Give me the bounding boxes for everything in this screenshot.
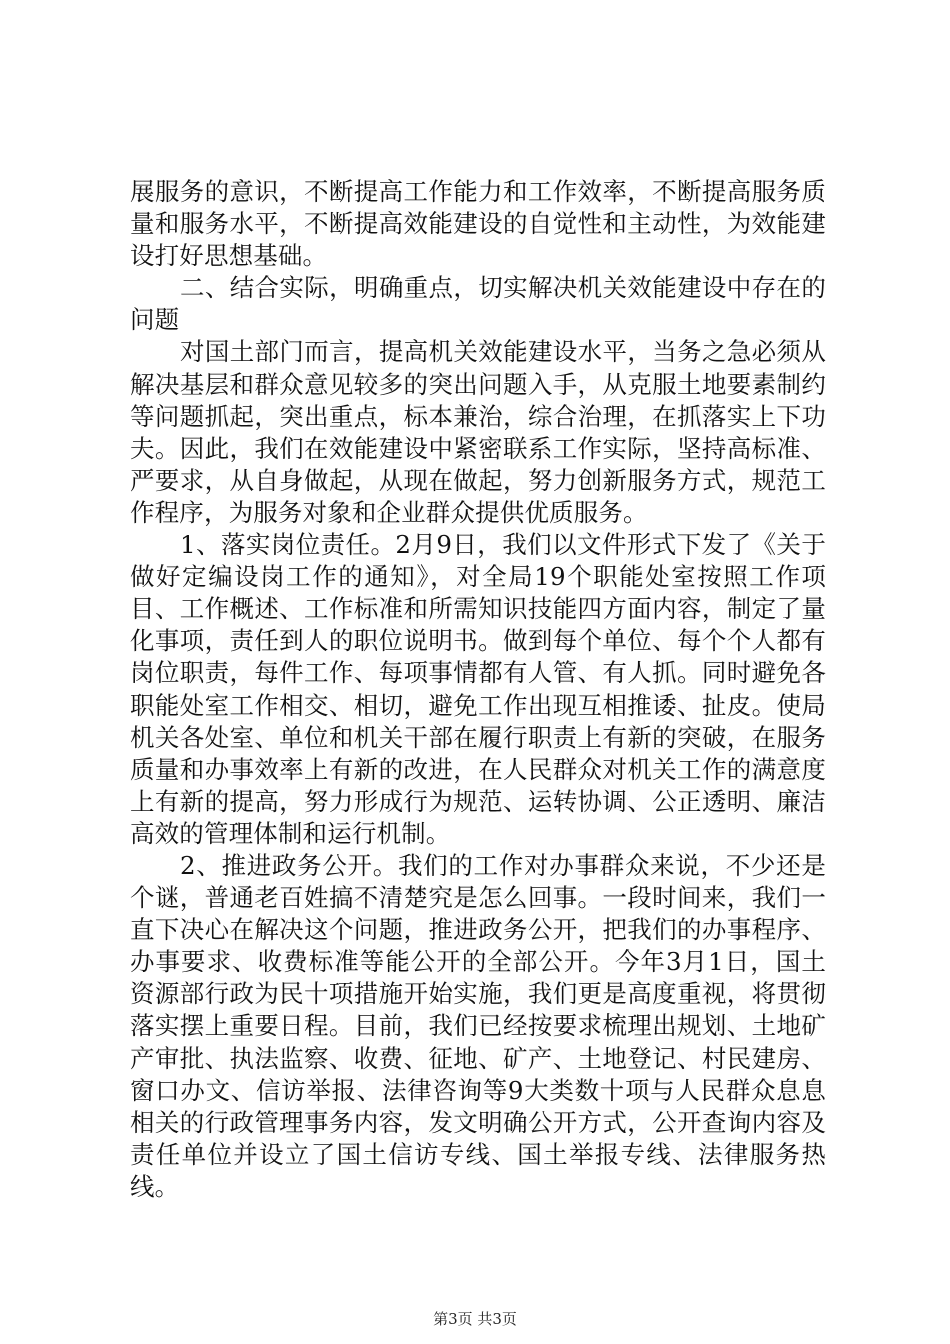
paragraph-intro: 对国土部门而言，提高机关效能建设水平，当务之急必须从解决基层和群众意见较多的突出问题入手，从克服土地要素制约等问题抓起，突出重点，标本兼治，综合治理，在抓落实上下功夫。因此，我们在效能建设中紧密联系工作实际，坚持高标准、严要求，从自身做起，从现在做起，努力创新服务方式，规范工作程序，为服务对象和企业群众提供优质服务。 (130, 337, 826, 527)
page-footer: 第3页 共3页 (433, 1310, 517, 1328)
document-body (130, 176, 826, 1203)
paragraph-item-2: 2、推进政务公开。我们的工作对办事群众来说，不少还是个谜，普通老百姓搞不清楚究是怎么回事。一段时间来，我们一直下决心在解决这个问题，推进政务公开，把我们的办事程序、办事要求、收费标准等能公开的全部公开。今年3月1日，国土资源部行政为民十项措施开始实施，我们更是高度重视，将贯彻落实摆上重要日程。目前，我们已经按要求梳理出规划、土地矿产审批、执法监察、收费、征地、矿产、土地登记、村民建房、窗口办文、信访举报、法律咨询等9大类数十项与人民群众息息相关的行政管理事务内容，发文明确公开方式，公开查询内容及责任单位并设立了国土信访专线、国土举报专线、法律服务热线。 (130, 850, 826, 1201)
section-heading: 二、结合实际，明确重点，切实解决机关效能建设中存在的问题 (130, 273, 826, 335)
paragraph-continuation: 展服务的意识，不断提高工作能力和工作效率，不断提高服务质量和服务水平，不断提高效能建设的自觉性和主动性，为效能建设打好思想基础。 (130, 177, 826, 271)
paragraph-item-1: 1、落实岗位责任。2月9日，我们以文件形式下发了《关于做好定编设岗工作的通知》，对全局19个职能处室按照工作项目、工作概述、工作标准和所需知识技能四方面内容，制定了量化事项，责任到人的职位说明书。做到每个单位、每个个人都有岗位职责，每件工作、每项事情都有人管、有人抓。同时避免各职能处室工作相交、相切，避免工作出现互相推诿、扯皮。使局机关各处室、单位和机关干部在履行职责上有新的突破，在服务质量和办事效率上有新的改进，在人民群众对机关工作的满意度上有新的提高，努力形成行为规范、运转协调、公正透明、廉洁高效的管理体制和运行机制。 (130, 530, 826, 848)
